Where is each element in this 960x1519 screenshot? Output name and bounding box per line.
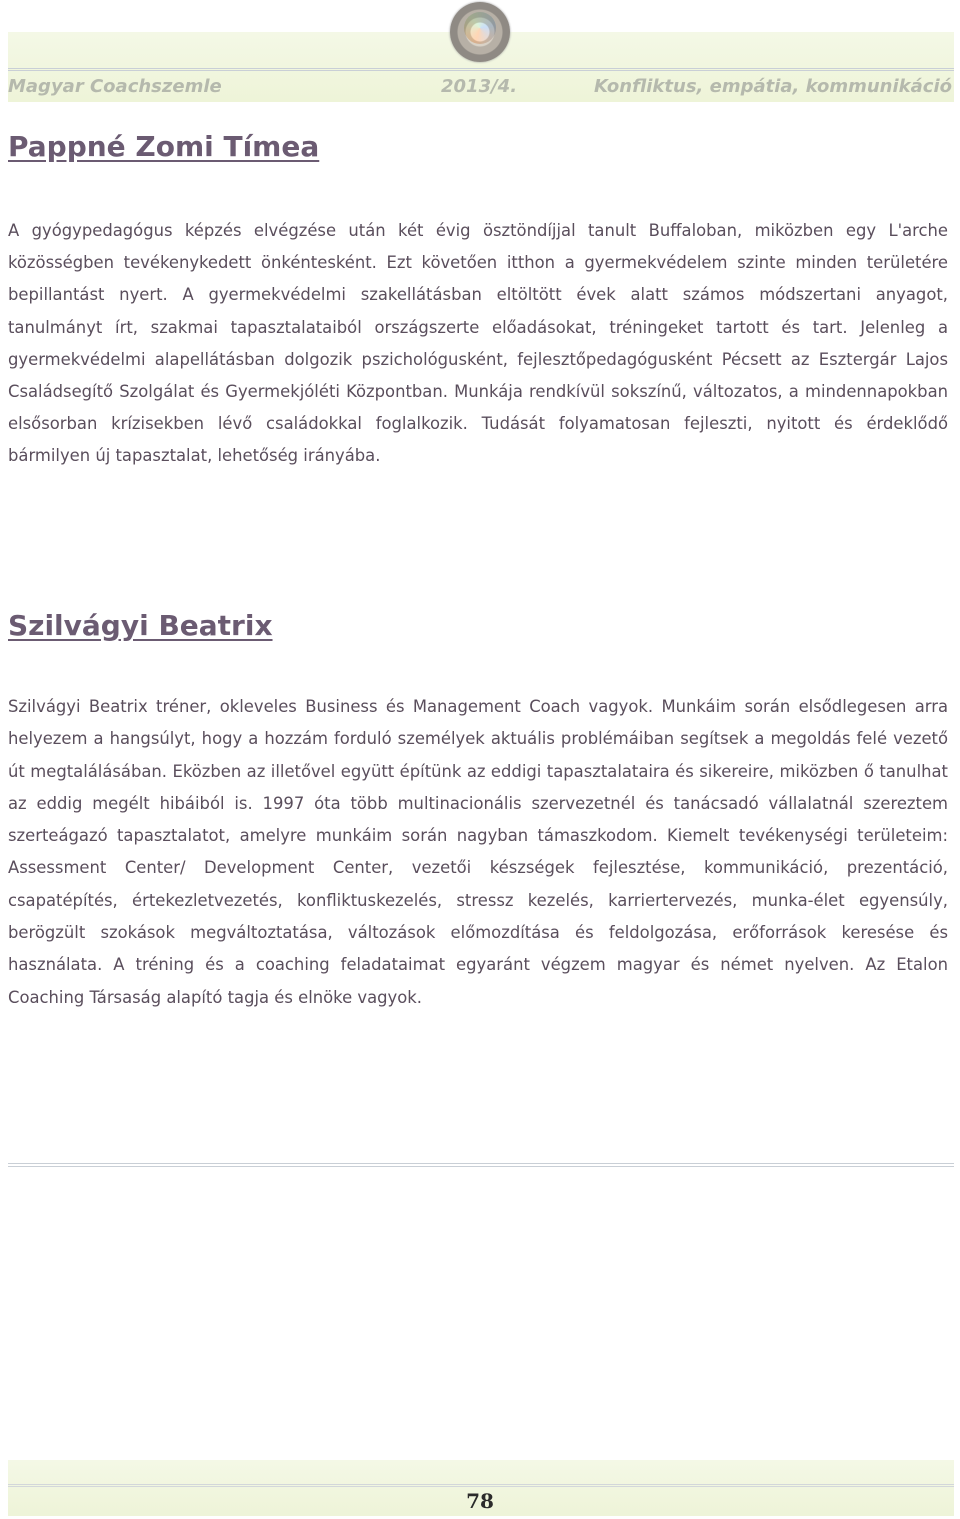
cd-disc-logo-icon — [450, 2, 510, 62]
author-name-heading: Pappné Zomi Tímea — [8, 130, 320, 163]
issue-topic: Konfliktus, empátia, kommunikáció — [593, 76, 952, 97]
issue-number: 2013/4. — [441, 76, 518, 97]
header-divider — [8, 68, 954, 71]
section-divider — [8, 1163, 954, 1167]
author-bio-paragraph: Szilvágyi Beatrix tréner, okleveles Business és Management Coach vagyok. Munkáim során elsődlegesen arra helyezem a hangsúlyt, hogy a hozzám forduló személyek aktuális problémáiban segítsek a megoldás felé vezető út megtalálásában. Eközben az illetővel együtt építünk az eddigi tapasztalataira és sikereire, miközben ő tanulhat az eddig megélt hibáiból is. 1997 óta több multinacionális szervezetnél és tanácsadó vállalatnál szereztem szerteágazó tapasztalatot, amelyre munkáim során nagyban támaszkodom. Kiemelt tevékenységi területeim: Assessment Center/ Development Center, vezetői készségek fejlesztése, kommunikáció, prezentáció, csapatépítés, értekezletvezetés, konfliktuskezelés, stressz kezelés, karriertervezés, munka-élet egyensúly, berögzült szokások megváltoztatása, változások előmozdítása és feldolgozása, erőforrások keresése és használata. A tréning és a coaching feladataimat egyaránt végzem magyar és német nyelven. Az Etalon Coaching Társaság alapító tagja és elnöke vagyok. — [8, 697, 948, 1007]
page-number: 78 — [466, 1489, 494, 1513]
author-bio-paragraph: A gyógypedagógus képzés elvégzése után két évig ösztöndíjjal tanult Buffaloban, miközben egy L'arche közösségben tevékenykedett önkéntesként. Ezt követően itthon a gyermekvédelem szinte minden területére bepillantást nyert. A gyermekvédelmi szakellátásban eltöltött évek alatt számos módszertani anyagot, tanulmányt írt, szakmai tapasztalataiból országszerte előadásokat, tréningeket tartott és tart. Jelenleg a gyermekvédelmi alapellátásban dolgozik pszichológusként, fejlesztőpedagógusként Pécsett az Esztergár Lajos Családsegítő Szolgálat és Gyermekjóléti Központban. Munkája rendkívül sokszínű, változatos, a mindennapokban elsősorban krízisekben lévő családokkal foglalkozik. Tudását folyamatosan fejleszti, nyitott és érdeklődő bármilyen új tapasztalat, lehetőség irányába. — [8, 221, 948, 466]
journal-title: Magyar Coachszemle — [8, 76, 222, 97]
footer-divider — [8, 1484, 954, 1487]
author-name-heading: Szilvágyi Beatrix — [8, 609, 273, 642]
